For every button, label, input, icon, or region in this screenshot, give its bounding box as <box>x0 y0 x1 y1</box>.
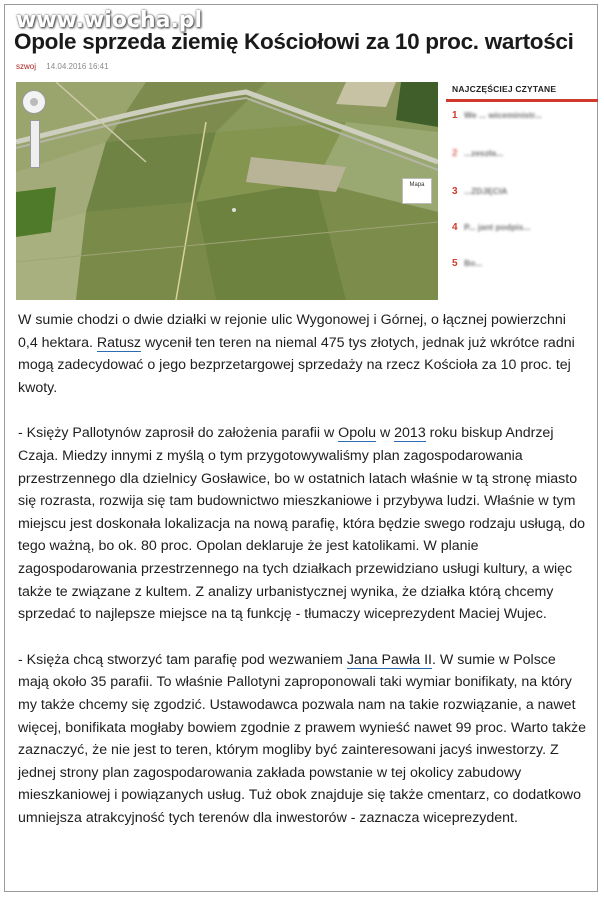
opole-link[interactable]: Opolu <box>338 425 377 442</box>
most-read-number: 3 <box>452 186 458 197</box>
paragraph-text: wycenił ten teren na niemal 475 tys złotych, jednak już wkrótce radni mogą zadecydować o jego bezprzetargowej sprzedaży na rzecz Kościoła za 10 proc. tej kwoty. <box>18 334 575 396</box>
most-read-item[interactable] <box>450 222 598 254</box>
most-read-item[interactable] <box>450 258 598 290</box>
most-read-item[interactable] <box>450 110 598 142</box>
paragraph-text: - Księży Pallotynów zaprosił do założenia parafii w <box>18 425 339 442</box>
ratusz-link[interactable]: Ratusz <box>96 334 142 351</box>
article-body <box>18 309 588 852</box>
most-read-title: P... jant podpis... <box>464 222 531 232</box>
most-read-number: 1 <box>452 110 458 121</box>
most-read-title: ...zeszła... <box>464 148 504 158</box>
article-paragraph <box>18 309 588 399</box>
article-title: Opole sprzeda ziemię Kościołowi za 10 proc. wartości <box>14 29 574 55</box>
author-link[interactable]: szwoj <box>16 62 37 71</box>
paragraph-text: W sumie chodzi o dwie działki w rejonie ulic Wygonowej i Górnej, o łącznej powierzchni 0,4 hektara. <box>18 312 566 351</box>
most-read-title: ...ZDJĘCIA <box>464 186 508 196</box>
paragraph-text: . W sumie w Polsce mają około 35 parafii. To właśnie Pallotyni zaproponowali taki wymiar bonifikaty, na który my także chcemy się zgodzić. Ustawodawca pozwala nam na takie rozwiązanie, a nawet więcej, bonifikata mogłaby bowiem zgodnie z prawem wynieść nawet 99 proc. Warto także zaznaczyć, że nie jest to teren, którym mogliby być zainteresowani jacyś inwestorzy. Z jednej strony plan zagospodarowania zakłada powstanie w tej okolicy zabudowy mieszkaniowej i powiązanych usług. Tuż obok znajduje się także cmentarz, co dodatkowo umniejsza atrakcyjność tych terenów dla inwestorów - zaznacza wiceprezydent. <box>18 651 587 826</box>
most-read-item[interactable] <box>450 148 598 180</box>
map-pan-control[interactable] <box>22 90 46 114</box>
satellite-map[interactable] <box>16 82 438 300</box>
article-paragraph <box>18 422 588 625</box>
map-zoom-slider[interactable] <box>30 120 40 168</box>
article-meta <box>16 62 117 71</box>
paragraph-text: - Księża chcą stworzyć tam parafię pod wezwaniem <box>18 651 347 668</box>
most-read-heading: NAJCZĘŚCIEJ CZYTANE <box>446 72 598 102</box>
most-read-sidebar <box>446 72 598 302</box>
publish-date: 14.04.2016 16:41 <box>46 62 109 71</box>
most-read-number: 5 <box>452 258 458 269</box>
watermark-logo: www.wiocha.pl <box>16 8 203 33</box>
most-read-title: We ... wiceministr... <box>464 110 542 120</box>
most-read-number: 2 <box>452 148 458 159</box>
most-read-number: 4 <box>452 222 458 233</box>
most-read-item[interactable] <box>450 186 598 218</box>
map-type-button[interactable]: Mapa <box>402 178 432 204</box>
map-imagery <box>16 82 438 300</box>
most-read-title: Bo... <box>464 258 483 268</box>
jan-pawel-link[interactable]: Jana Pawła II <box>346 651 432 668</box>
year-link[interactable]: 2013 <box>394 425 426 442</box>
paragraph-text: roku biskup Andrzej Czaja. Miedzy innymi z myślą o tym przygotowywaliśmy plan zagospodarowania przestrzennego dla dzielnicy Gosławice, bo w ostatnich latach właśnie w tą stronę miasto się rozrasta, rozwija się tam budownictwo mieszkaniowe i przybywa ludzi. Właśnie w tym miejscu jest doskonała lokalizacja na nową parafię, która będzie swego rodzaju usługą, do tego ważną, bo ok. 80 proc. Opolan deklaruje że jest katolikami. W planie zagospodarowania przestrzennego na tych działkach przewidziano usługi kultury, a więc także te związane z kultem. Z analizy urbanistycznej wynika, że działka którą chcemy sprzedać to najlepsze miejsce na tą funkcję - tłumaczy wiceprezydent Maciej Wujec. <box>18 425 586 623</box>
paragraph-text: w <box>376 425 395 442</box>
article-paragraph <box>18 649 588 830</box>
